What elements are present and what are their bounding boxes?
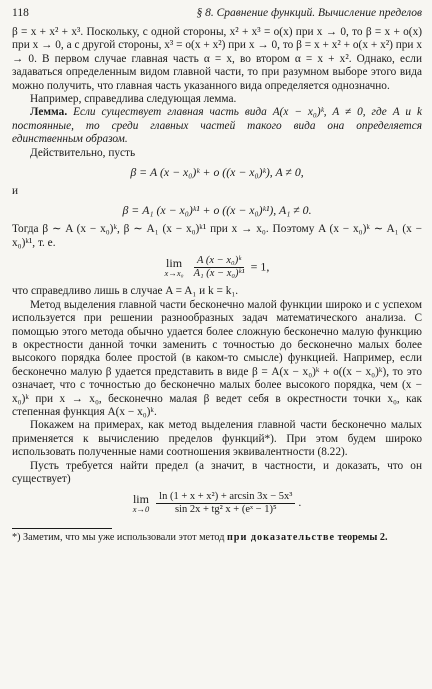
paragraph-1: β = x + x² + x³. Поскольку, с одной стороны, x² + x³ = o(x) при x → 0, то β = x + o(x) при x → 0, а с другой стороны, x³ = o(x + x²) при x → 0, то β = x + x² + o(x + x²) при x → 0. В первом случае главная часть α = x, во втором α = x + x². Однако, если задаваться определенным видом главной части, то при разумном выборе этого вида можно получить, что главная часть указанного вида определяется однозначно.: [12, 26, 422, 92]
fraction: [191, 255, 248, 280]
page-header: [12, 6, 422, 20]
paragraph-8: Пусть требуется найти предел (а значит, в частности, и доказать, что он существует): [12, 459, 422, 485]
paragraph-2: Например, справедлива следующая лемма.: [30, 93, 237, 106]
formula-3-tail: = 1,: [250, 259, 270, 274]
fraction-denominator: sin 2x + tg² x + (eˣ − 1)⁵: [174, 504, 277, 516]
paragraph-3: Действительно, пусть: [30, 146, 136, 159]
lemma-label: Лемма.: [30, 106, 68, 119]
conjunction-and: и: [12, 185, 19, 198]
fraction-numerator: A (x − x₀)ᵏ: [194, 255, 244, 268]
footnote: *) Заметим, что мы уже использовали этот метод при доказательстве теоремы 2.: [12, 532, 388, 544]
paragraph-4: Тогда β ∼ A (x − x₀)ᵏ, β ∼ A₁ (x − x₀)ᵏ¹ при x → x₀. Поэтому A (x − x₀)ᵏ ∼ A₁ (x − x₀)ᵏ¹, т. е.: [12, 223, 422, 249]
fraction-numerator: ln (1 + x + x²) + arcsin 3x − 5x³: [156, 491, 295, 504]
fraction-denominator: A₁ (x − x₀)ᵏ¹: [193, 268, 245, 280]
limit-operator: lim x→x₀: [164, 256, 184, 279]
limit-operator: lim x→0: [132, 492, 150, 515]
lemma: [12, 106, 422, 146]
paragraph-6: Метод выделения главной части бесконечно малой функции широко и с успехом используется при решении разнообразных задач математического анализа. С помощью этого метода обычно удается более сложную бесконечно малую функцию в окрестности данной точки заменить с точностью до бесконечно малых более высокого порядка более простой (в каком-то смысле) функцией. Например, если бесконечно малую β удается представить в виде β = A(x − x₀)ᵏ + o((x − x₀)ᵏ), то это означает, что с точностью до бесконечно малых более высокого порядка, чем (x − x₀)ᵏ при x → x₀, бесконечно малая β ведет себя в окрестности точки x₀, как степенная функция A(x − x₀)ᵏ.: [12, 298, 422, 418]
formula-2: β = A₁ (x − x₀)ᵏ¹ + o ((x − x₀)ᵏ¹), A₁ ≠ 0.: [122, 203, 312, 218]
paragraph-7: Покажем на примерах, как метод выделения главной части бесконечно малых применяется к вычислению пределов функций*). При этом будем широко использовать полученные нами соотношения эквивалентности (8.22).: [12, 419, 422, 459]
formula-3: [12, 255, 422, 280]
formula-4: [12, 491, 422, 516]
lemma-text: Если существует главная часть вида A(x − x₀)ᵏ, A ≠ 0, где A и k постоянные, то среди главных частей такого вида она определяется единственным образом.: [12, 106, 422, 146]
formula-4-tail: .: [298, 495, 302, 510]
fraction: [156, 491, 295, 516]
footnote-rule: [12, 528, 112, 529]
page-number: 118: [12, 7, 29, 19]
running-title: § 8. Сравнение функций. Вычисление пределов: [196, 7, 422, 19]
formula-1: β = A (x − x₀)ᵏ + o ((x − x₀)ᵏ), A ≠ 0,: [130, 165, 304, 180]
paragraph-5: что справедливо лишь в случае A = A₁ и k = k₁.: [12, 285, 239, 298]
